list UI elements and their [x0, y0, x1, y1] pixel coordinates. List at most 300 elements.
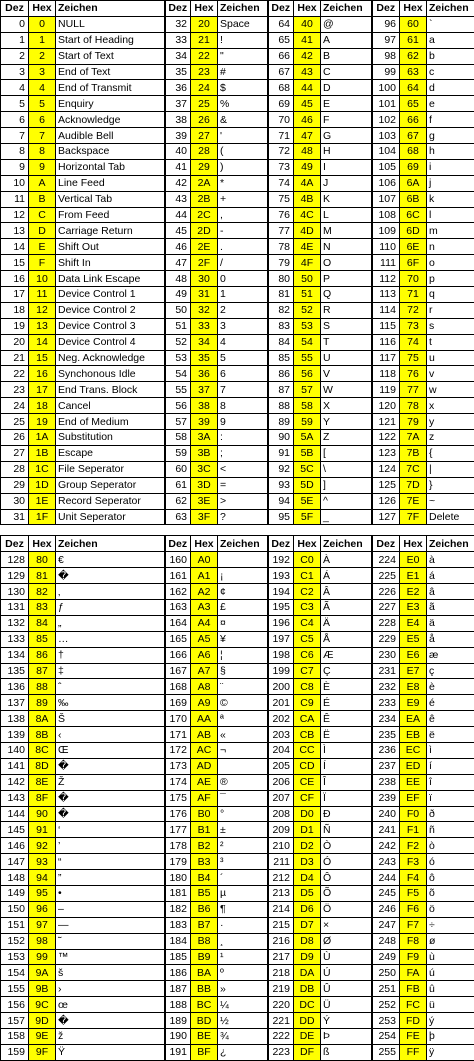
table-row	[1, 430, 474, 446]
hex-cell: 4D	[294, 223, 321, 239]
zeichen-cell: ã	[427, 599, 474, 615]
zeichen-cell: End of Transmit	[56, 80, 165, 96]
dez-cell: 32	[165, 16, 191, 32]
zeichen-cell: ž	[56, 1029, 165, 1045]
dez-cell: 221	[268, 1013, 294, 1029]
zeichen-cell: Œ	[56, 742, 165, 758]
zeichen-cell: L	[321, 207, 372, 223]
zeichen-cell: ¢	[218, 584, 268, 600]
hex-cell: CC	[294, 742, 321, 758]
zeichen-cell: NULL	[56, 16, 165, 32]
hex-cell: A0	[191, 552, 218, 568]
table-row	[1, 80, 474, 96]
dez-cell: 3	[1, 64, 29, 80]
dez-cell: 162	[165, 584, 191, 600]
table-row	[1, 854, 474, 870]
dez-cell: 6	[1, 112, 29, 128]
hex-cell: 21	[191, 32, 218, 48]
dez-cell: 222	[268, 1029, 294, 1045]
dez-cell: 233	[372, 695, 400, 711]
zeichen-cell: Y	[321, 414, 372, 430]
dez-cell: 231	[372, 663, 400, 679]
header-zeichen: Zeichen	[218, 536, 268, 552]
dez-cell: 200	[268, 679, 294, 695]
dez-cell: 202	[268, 711, 294, 727]
zeichen-cell: Á	[321, 568, 372, 584]
hex-cell: F1	[400, 822, 427, 838]
zeichen-cell: ï	[427, 790, 474, 806]
hex-cell: E0	[400, 552, 427, 568]
dez-cell: 130	[1, 584, 29, 600]
table-row	[1, 917, 474, 933]
hex-cell: 75	[400, 350, 427, 366]
dez-cell: 4	[1, 80, 29, 96]
dez-cell: 251	[372, 981, 400, 997]
dez-cell: 252	[372, 997, 400, 1013]
hex-cell: E1	[400, 568, 427, 584]
dez-cell: 94	[268, 493, 294, 509]
hex-cell: 50	[294, 271, 321, 287]
table-row	[1, 742, 474, 758]
dez-cell: 61	[165, 477, 191, 493]
zeichen-cell: �	[56, 806, 165, 822]
zeichen-cell: ‰	[56, 695, 165, 711]
zeichen-cell: ç	[427, 663, 474, 679]
table-row	[1, 223, 474, 239]
zeichen-cell: þ	[427, 1029, 474, 1045]
dez-cell: 7	[1, 128, 29, 144]
dez-cell: 110	[372, 239, 400, 255]
hex-cell: 25	[191, 96, 218, 112]
table-row	[1, 727, 474, 743]
hex-cell: FE	[400, 1029, 427, 1045]
header-row	[1, 1, 474, 17]
zeichen-cell: ø	[427, 933, 474, 949]
dez-cell: 148	[1, 870, 29, 886]
hex-cell: 17	[29, 382, 56, 398]
zeichen-cell: Unit Seperator	[56, 509, 165, 525]
zeichen-cell: 1	[218, 287, 268, 303]
dez-cell: 23	[1, 382, 29, 398]
zeichen-cell: Î	[321, 774, 372, 790]
dez-cell: 197	[268, 631, 294, 647]
hex-cell: B	[29, 191, 56, 207]
dez-cell: 248	[372, 933, 400, 949]
dez-cell: 176	[165, 806, 191, 822]
dez-cell: 17	[1, 287, 29, 303]
hex-cell: 65	[400, 96, 427, 112]
hex-cell: BF	[191, 1044, 218, 1060]
zeichen-cell: ¸	[218, 933, 268, 949]
dez-cell: 216	[268, 933, 294, 949]
table-row	[1, 96, 474, 112]
hex-cell: 54	[294, 334, 321, 350]
dez-cell: 150	[1, 901, 29, 917]
dez-cell: 42	[165, 175, 191, 191]
dez-cell: 195	[268, 599, 294, 615]
dez-cell: 71	[268, 128, 294, 144]
table-row	[1, 414, 474, 430]
hex-cell: 39	[191, 414, 218, 430]
dez-cell: 147	[1, 854, 29, 870]
hex-cell: 53	[294, 318, 321, 334]
zeichen-cell: Z	[321, 430, 372, 446]
dez-cell: 129	[1, 568, 29, 584]
hex-cell: 46	[294, 112, 321, 128]
dez-cell: 79	[268, 255, 294, 271]
dez-cell: 95	[268, 509, 294, 525]
dez-cell: 182	[165, 901, 191, 917]
dez-cell: 18	[1, 302, 29, 318]
dez-cell: 125	[372, 477, 400, 493]
table-row	[1, 838, 474, 854]
dez-cell: 158	[1, 1029, 29, 1045]
dez-cell: 14	[1, 239, 29, 255]
dez-cell: 19	[1, 318, 29, 334]
dez-cell: 112	[372, 271, 400, 287]
header-zeichen: Zeichen	[321, 1, 372, 17]
zeichen-cell: ¶	[218, 901, 268, 917]
hex-cell: EA	[400, 711, 427, 727]
zeichen-cell: Ö	[321, 901, 372, 917]
zeichen-cell: í	[427, 758, 474, 774]
hex-cell: F	[29, 255, 56, 271]
zeichen-cell: p	[427, 271, 474, 287]
hex-cell: 60	[400, 16, 427, 32]
hex-cell: 22	[191, 48, 218, 64]
hex-cell: 58	[294, 398, 321, 414]
hex-cell: 8C	[29, 742, 56, 758]
dez-cell: 245	[372, 885, 400, 901]
hex-cell: 4A	[294, 175, 321, 191]
hex-cell: C7	[294, 663, 321, 679]
hex-cell: C	[29, 207, 56, 223]
zeichen-cell: �	[56, 568, 165, 584]
dez-cell: 12	[1, 207, 29, 223]
dez-cell: 89	[268, 414, 294, 430]
zeichen-cell: End of Text	[56, 64, 165, 80]
hex-cell: 98	[29, 933, 56, 949]
zeichen-cell: End of Medium	[56, 414, 165, 430]
table-row	[1, 509, 474, 525]
zeichen-cell: Í	[321, 758, 372, 774]
zeichen-cell: +	[218, 191, 268, 207]
dez-cell: 59	[165, 445, 191, 461]
zeichen-cell: o	[427, 255, 474, 271]
zeichen-cell: Acknowledge	[56, 112, 165, 128]
hex-cell: D0	[294, 806, 321, 822]
table-row	[1, 647, 474, 663]
hex-cell: FC	[400, 997, 427, 1013]
zeichen-cell: J	[321, 175, 372, 191]
hex-cell: 78	[400, 398, 427, 414]
dez-cell: 181	[165, 885, 191, 901]
dez-cell: 139	[1, 727, 29, 743]
hex-cell: 73	[400, 318, 427, 334]
zeichen-cell: «	[218, 727, 268, 743]
zeichen-cell: -	[218, 223, 268, 239]
hex-cell: B8	[191, 933, 218, 949]
hex-cell: 44	[294, 80, 321, 96]
hex-cell: 9F	[29, 1044, 56, 1060]
hex-cell: 90	[29, 806, 56, 822]
zeichen-cell: •	[56, 885, 165, 901]
zeichen-cell: Ä	[321, 615, 372, 631]
hex-cell: 2A	[191, 175, 218, 191]
zeichen-cell: »	[218, 981, 268, 997]
hex-cell: 76	[400, 366, 427, 382]
hex-cell: 11	[29, 287, 56, 303]
hex-cell: 30	[191, 271, 218, 287]
zeichen-cell: z	[427, 430, 474, 446]
dez-cell: 230	[372, 647, 400, 663]
hex-cell: 37	[191, 382, 218, 398]
hex-cell: 6A	[400, 175, 427, 191]
dez-cell: 134	[1, 647, 29, 663]
dez-cell: 124	[372, 461, 400, 477]
zeichen-cell: \	[321, 461, 372, 477]
hex-cell: FF	[400, 1044, 427, 1060]
hex-cell: 62	[400, 48, 427, 64]
dez-cell: 135	[1, 663, 29, 679]
zeichen-cell: Ô	[321, 870, 372, 886]
zeichen-cell: R	[321, 302, 372, 318]
zeichen-cell: Ó	[321, 854, 372, 870]
dez-cell: 199	[268, 663, 294, 679]
dez-cell: 192	[268, 552, 294, 568]
zeichen-cell: –	[56, 901, 165, 917]
hex-cell: E4	[400, 615, 427, 631]
dez-cell: 100	[372, 80, 400, 96]
zeichen-cell: ˜	[56, 933, 165, 949]
hex-cell: 6C	[400, 207, 427, 223]
dez-cell: 107	[372, 191, 400, 207]
header-zeichen: Zeichen	[427, 1, 474, 17]
dez-cell: 172	[165, 742, 191, 758]
table-row	[1, 997, 474, 1013]
hex-cell: E	[29, 239, 56, 255]
table-row	[1, 615, 474, 631]
dez-cell: 88	[268, 398, 294, 414]
hex-cell: AA	[191, 711, 218, 727]
hex-cell: A9	[191, 695, 218, 711]
zeichen-cell: é	[427, 695, 474, 711]
table-row	[1, 477, 474, 493]
hex-cell: 52	[294, 302, 321, 318]
hex-cell: 92	[29, 838, 56, 854]
hex-cell: 3F	[191, 509, 218, 525]
zeichen-cell: "	[218, 48, 268, 64]
hex-cell: FA	[400, 965, 427, 981]
dez-cell: 24	[1, 398, 29, 414]
zeichen-cell: ³	[218, 854, 268, 870]
zeichen-cell: Å	[321, 631, 372, 647]
hex-cell: 3D	[191, 477, 218, 493]
table-row	[1, 16, 474, 32]
hex-cell: D1	[294, 822, 321, 838]
hex-cell: 42	[294, 48, 321, 64]
zeichen-cell: F	[321, 112, 372, 128]
dez-cell: 60	[165, 461, 191, 477]
hex-cell: FB	[400, 981, 427, 997]
zeichen-cell: „	[56, 615, 165, 631]
dez-cell: 143	[1, 790, 29, 806]
dez-cell: 0	[1, 16, 29, 32]
zeichen-cell: C	[321, 64, 372, 80]
zeichen-cell: ¯	[218, 790, 268, 806]
zeichen-cell: O	[321, 255, 372, 271]
ascii-table-standard	[0, 0, 474, 525]
zeichen-cell: )	[218, 159, 268, 175]
hex-cell: D4	[294, 870, 321, 886]
dez-cell: 250	[372, 965, 400, 981]
dez-cell: 142	[1, 774, 29, 790]
zeichen-cell: Â	[321, 584, 372, 600]
dez-cell: 83	[268, 318, 294, 334]
hex-cell: 61	[400, 32, 427, 48]
dez-cell: 53	[165, 350, 191, 366]
zeichen-cell: ”	[56, 870, 165, 886]
hex-cell: 5D	[294, 477, 321, 493]
zeichen-cell: ¬	[218, 742, 268, 758]
hex-cell: 47	[294, 128, 321, 144]
hex-cell: ED	[400, 758, 427, 774]
hex-cell: 40	[294, 16, 321, 32]
table-row	[1, 461, 474, 477]
hex-cell: 9B	[29, 981, 56, 997]
hex-cell: 26	[191, 112, 218, 128]
zeichen-cell: Data Link Escape	[56, 271, 165, 287]
zeichen-cell: i	[427, 159, 474, 175]
table-row	[1, 1044, 474, 1060]
hex-cell: 83	[29, 599, 56, 615]
dez-cell: 224	[372, 552, 400, 568]
hex-cell: AC	[191, 742, 218, 758]
hex-cell: F7	[400, 917, 427, 933]
zeichen-cell: Cancel	[56, 398, 165, 414]
dez-cell: 157	[1, 1013, 29, 1029]
dez-cell: 46	[165, 239, 191, 255]
zeichen-cell: Carriage Return	[56, 223, 165, 239]
hex-cell: B2	[191, 838, 218, 854]
table-row	[1, 870, 474, 886]
dez-cell: 119	[372, 382, 400, 398]
table-header	[1, 1, 474, 17]
zeichen-cell: ¾	[218, 1029, 268, 1045]
dez-cell: 151	[1, 917, 29, 933]
zeichen-cell: e	[427, 96, 474, 112]
hex-cell: B4	[191, 870, 218, 886]
header-zeichen: Zeichen	[321, 536, 372, 552]
hex-cell: 23	[191, 64, 218, 80]
zeichen-cell: r	[427, 302, 474, 318]
hex-cell: 8A	[29, 711, 56, 727]
hex-cell: F9	[400, 949, 427, 965]
table-row	[1, 128, 474, 144]
hex-cell: 5B	[294, 445, 321, 461]
dez-cell: 237	[372, 758, 400, 774]
dez-cell: 63	[165, 509, 191, 525]
dez-cell: 196	[268, 615, 294, 631]
table-row	[1, 144, 474, 160]
zeichen-cell: Ë	[321, 727, 372, 743]
zeichen-cell: ì	[427, 742, 474, 758]
hex-cell: 77	[400, 382, 427, 398]
zeichen-cell: Neg. Acknowledge	[56, 350, 165, 366]
zeichen-cell: È	[321, 679, 372, 695]
zeichen-cell: ™	[56, 949, 165, 965]
zeichen-cell: g	[427, 128, 474, 144]
dez-cell: 85	[268, 350, 294, 366]
hex-cell: 34	[191, 334, 218, 350]
hex-cell: A	[29, 175, 56, 191]
hex-cell: DA	[294, 965, 321, 981]
table-row	[1, 981, 474, 997]
dez-cell: 170	[165, 711, 191, 727]
dez-cell: 105	[372, 159, 400, 175]
zeichen-cell: V	[321, 366, 372, 382]
zeichen-cell: ‹	[56, 727, 165, 743]
zeichen-cell: Record Seperator	[56, 493, 165, 509]
zeichen-cell: Device Control 4	[56, 334, 165, 350]
zeichen-cell: Audible Bell	[56, 128, 165, 144]
zeichen-cell: ’	[56, 838, 165, 854]
dez-cell: 52	[165, 334, 191, 350]
hex-cell: 5F	[294, 509, 321, 525]
zeichen-cell: u	[427, 350, 474, 366]
dez-cell: 115	[372, 318, 400, 334]
hex-cell: 33	[191, 318, 218, 334]
dez-cell: 25	[1, 414, 29, 430]
dez-cell: 15	[1, 255, 29, 271]
zeichen-cell: ˆ	[56, 679, 165, 695]
dez-cell: 188	[165, 997, 191, 1013]
zeichen-cell: 2	[218, 302, 268, 318]
hex-cell: 20	[191, 16, 218, 32]
dez-cell: 132	[1, 615, 29, 631]
zeichen-cell: 7	[218, 382, 268, 398]
dez-cell: 241	[372, 822, 400, 838]
hex-cell: D8	[294, 933, 321, 949]
hex-cell: 6	[29, 112, 56, 128]
zeichen-cell: ]	[321, 477, 372, 493]
hex-cell: 2	[29, 48, 56, 64]
zeichen-cell: ×	[321, 917, 372, 933]
dez-cell: 141	[1, 758, 29, 774]
dez-cell: 219	[268, 981, 294, 997]
zeichen-cell: }	[427, 477, 474, 493]
hex-cell: 7	[29, 128, 56, 144]
hex-cell: 48	[294, 144, 321, 160]
table-row	[1, 255, 474, 271]
header-hex: Hex	[400, 536, 427, 552]
dez-cell: 137	[1, 695, 29, 711]
hex-cell: DC	[294, 997, 321, 1013]
hex-cell: B3	[191, 854, 218, 870]
table-row	[1, 758, 474, 774]
dez-cell: 80	[268, 271, 294, 287]
zeichen-cell: K	[321, 191, 372, 207]
table-spacer	[0, 525, 474, 535]
dez-cell: 204	[268, 742, 294, 758]
table-row	[1, 568, 474, 584]
zeichen-cell: B	[321, 48, 372, 64]
header-hex: Hex	[294, 536, 321, 552]
table-row	[1, 175, 474, 191]
dez-cell: 16	[1, 271, 29, 287]
zeichen-cell: ~	[427, 493, 474, 509]
zeichen-cell: Õ	[321, 885, 372, 901]
